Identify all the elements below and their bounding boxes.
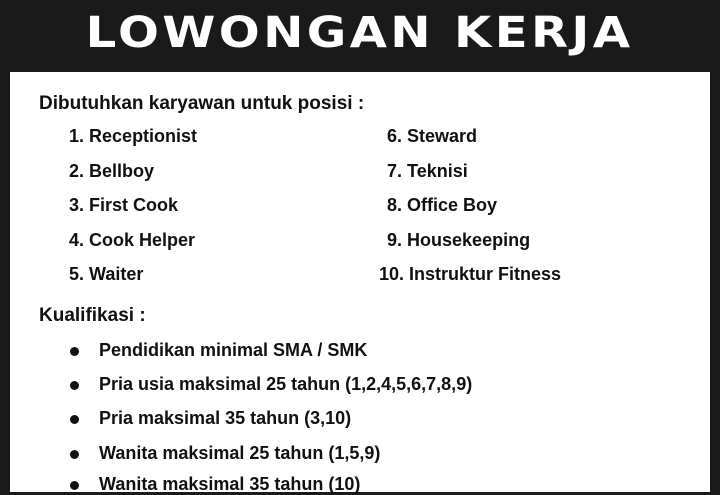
qualifications-heading: Kualifikasi : xyxy=(39,305,146,326)
position-label: Steward xyxy=(407,126,478,146)
qualification-text: Pria usia maksimal 25 tahun (1,2,4,5,6,7,8,9) xyxy=(99,374,473,394)
position-item xyxy=(379,264,561,285)
position-item xyxy=(69,161,154,182)
position-label: Housekeeping xyxy=(407,230,531,250)
qualification-text: Pria maksimal 35 tahun (3,10) xyxy=(99,408,352,428)
position-item xyxy=(387,195,497,216)
bullet-icon xyxy=(70,381,79,390)
position-label: Bellboy xyxy=(89,161,155,181)
position-number: 10. xyxy=(379,264,405,284)
position-number: 7. xyxy=(387,161,403,181)
bullet-icon xyxy=(70,481,79,490)
qualification-text: Wanita maksimal 35 tahun (10) xyxy=(99,474,361,494)
poster-title: LOWONGAN KERJA xyxy=(86,7,634,58)
position-number: 8. xyxy=(387,195,403,215)
position-number: 3. xyxy=(69,195,85,215)
positions-heading: Dibutuhkan karyawan untuk posisi : xyxy=(39,93,365,114)
position-number: 9. xyxy=(387,230,403,250)
bullet-icon xyxy=(70,450,79,459)
position-item xyxy=(387,230,530,251)
position-label: Teknisi xyxy=(407,161,468,181)
position-number: 1. xyxy=(69,126,85,146)
position-label: First Cook xyxy=(89,195,179,215)
position-item xyxy=(69,195,178,216)
position-number: 4. xyxy=(69,230,85,250)
position-label: Instruktur Fitness xyxy=(409,264,562,284)
position-item xyxy=(387,126,477,147)
position-number: 2. xyxy=(69,161,85,181)
title-banner xyxy=(0,0,720,68)
position-label: Receptionist xyxy=(89,126,198,146)
qualification-text: Pendidikan minimal SMA / SMK xyxy=(99,340,368,360)
position-item xyxy=(69,126,197,147)
position-item xyxy=(69,230,195,251)
position-item xyxy=(69,264,143,285)
bullet-icon xyxy=(70,347,79,356)
bullet-icon xyxy=(70,415,79,424)
position-number: 6. xyxy=(387,126,403,146)
qualification-text: Wanita maksimal 25 tahun (1,5,9) xyxy=(99,443,381,463)
position-label: Cook Helper xyxy=(89,230,196,250)
position-number: 5. xyxy=(69,264,85,284)
position-label: Waiter xyxy=(89,264,144,284)
position-label: Office Boy xyxy=(407,195,498,215)
position-item xyxy=(387,161,468,182)
content-panel xyxy=(10,72,710,492)
